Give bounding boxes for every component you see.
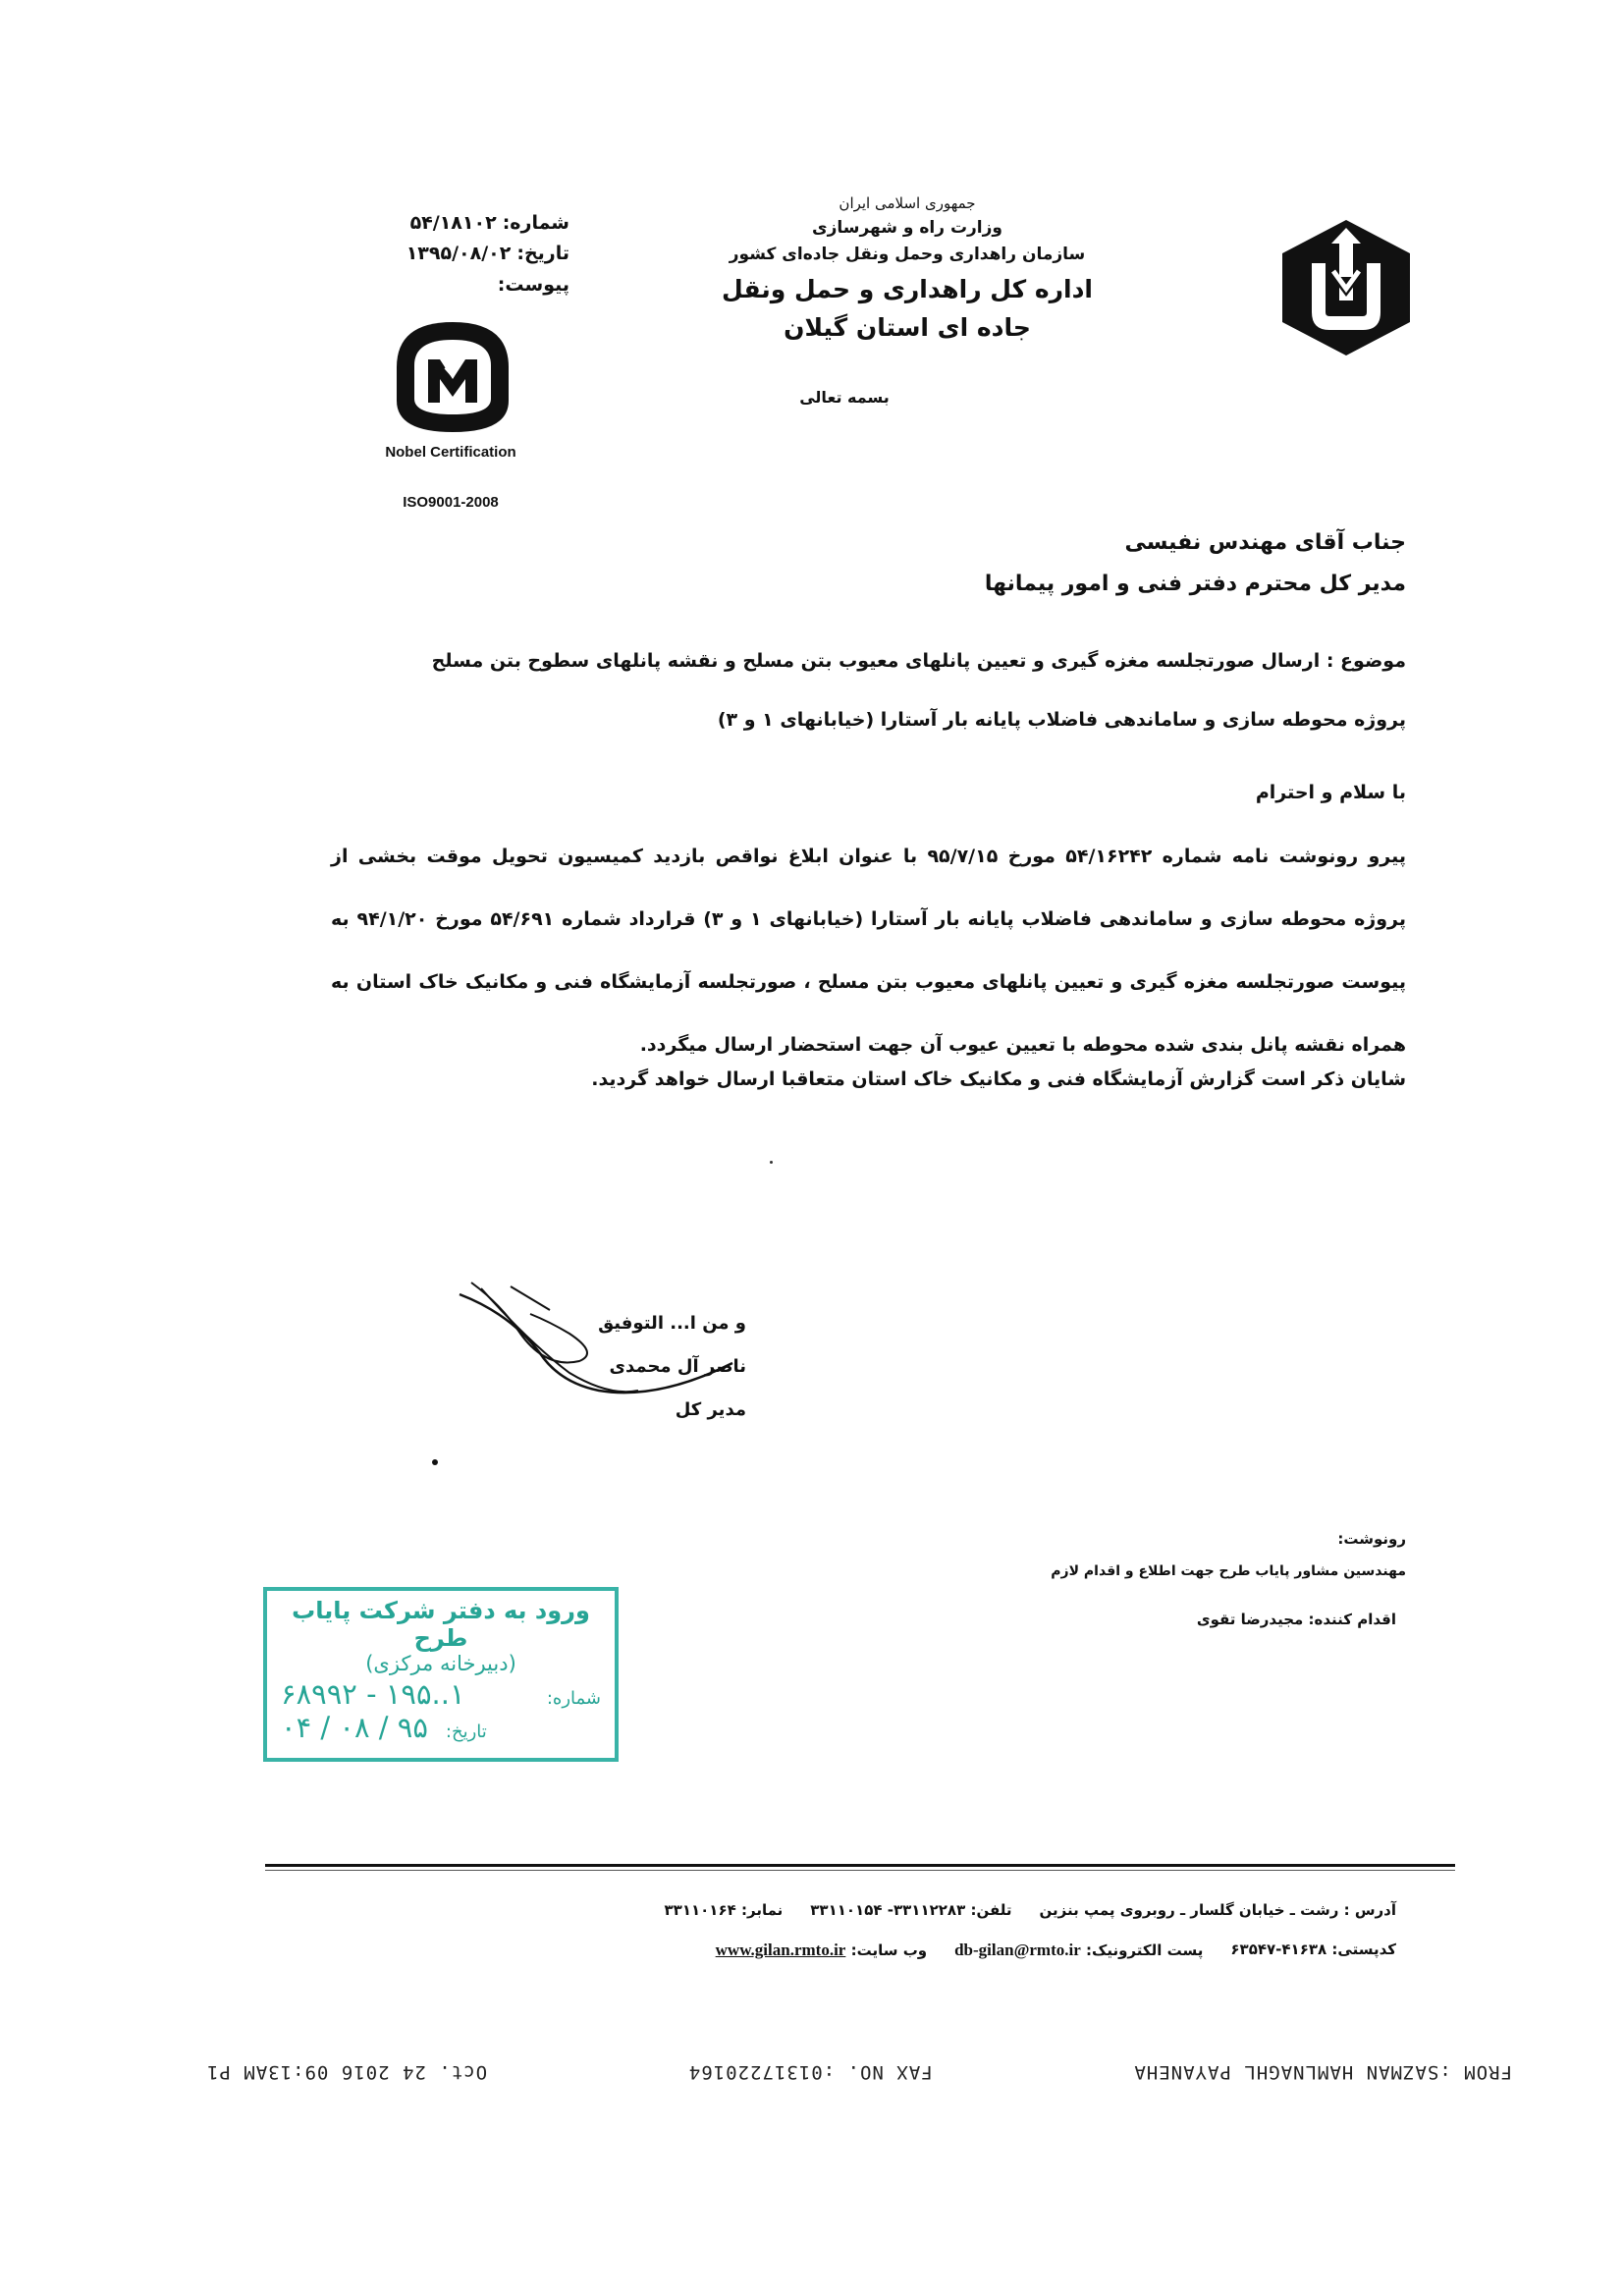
letter-date-label: تاریخ: [516, 243, 569, 265]
letter-number-label: شماره: [502, 212, 569, 234]
letter-number-row [353, 208, 569, 239]
letter-note: شایان ذکر است گزارش آزمایشگاه فنی و مکانیک خاک استان متعاقبا ارسال خواهد گردید. [591, 1068, 1406, 1090]
certification-logo-icon [389, 312, 516, 440]
organization-header [701, 192, 1113, 347]
subject-line: موضوع : ارسال صورتجلسه مغزه گیری و تعیین پانلهای معیوب بتن مسلح و نقشه پانلهای سطوح بتن مسلح [431, 650, 1406, 672]
footer-divider-thin [265, 1870, 1455, 1871]
fax-transmission-header [206, 2052, 1512, 2092]
attachment-row [353, 270, 569, 301]
stamp-title: ورود به دفتر شرکت پایاب طرح [292, 1597, 590, 1652]
organization-line: سازمان راهداری وحمل ونقل جاده‌ای کشور [729, 244, 1086, 264]
stamp-number-row [281, 1677, 601, 1711]
attachment-label: پیوست: [497, 273, 569, 296]
received-stamp [263, 1587, 619, 1762]
footer-divider [265, 1864, 1455, 1867]
signature-closing: و من ا... التوفیق [598, 1313, 746, 1334]
copy-recipient: مهندسین مشاور پایاب طرح جهت اطلاع و اقدام لازم [1051, 1563, 1406, 1579]
country-line: جمهوری اسلامی ایران [839, 194, 976, 212]
footer-email-label: پست الکترونیک: [1086, 1941, 1204, 1959]
signatory-title: مدیر کل [675, 1399, 746, 1420]
footer-phone: تلفن: ۳۳۱۱۲۲۸۳- ۳۳۱۱۰۱۵۴ [810, 1901, 1012, 1919]
basmala: بسمه تعالی [799, 388, 890, 407]
footer-fax: نمابر: ۳۳۱۱۰۱۶۴ [664, 1901, 784, 1919]
footer-web-group [716, 1941, 927, 1960]
footer-address: آدرس : رشت ـ خیابان گلسار ـ روبروی پمپ بنزین [1039, 1901, 1396, 1919]
certification-name: Nobel Certification [385, 444, 516, 461]
footer-online-line [316, 1941, 1396, 1960]
stamp-date-value: ۹۵ / ۰۸ / ۰۴ [281, 1711, 428, 1744]
letter-date-value: ۱۳۹۵/۰۸/۰۲ [406, 243, 512, 265]
department-line: اداره کل راهداری و حمل ونقل جاده ای استان گیلان [722, 274, 1093, 342]
subject-project: پروژه محوطه سازی و ساماندهی فاضلاب پایانه بار آستارا (خیابانهای ۱ و ۳) [717, 709, 1406, 731]
stamp-subtitle: (دبیرخانه مرکزی) [365, 1652, 516, 1675]
letter-body: پیرو رونوشت نامه شماره ۵۴/۱۶۲۴۲ مورخ ۹۵/۷/۱۵ با عنوان ابلاغ نواقص بازدید کمیسیون تحویل موقت بخشی از پروژه محوطه سازی و ساماندهی فاضلاب پایانه بار آستارا (خیابانهای ۱ و ۳) قرارداد شماره ۵۴/۶۹۱ مورخ ۹۴/۱/۲۰ به پیوست صورتجلسه مغزه گیری و تعیین پانلهای معیوب بتن مسلح ، صورتجلسه آزمایشگاه فنی و مکانیک خاک استان به همراه نقشه پانل بندی شده محوطه با تعیین عیوب آن جهت استحضار ارسال میگردد. [331, 846, 1407, 1056]
fax-number: FAX NO. :01317220164 [687, 2061, 933, 2083]
footer-contact-line [316, 1901, 1396, 1919]
letter-meta [353, 208, 569, 301]
letter-number-value: ۵۴/۱۸۱۰۲ [409, 212, 497, 234]
stamp-date-row [281, 1711, 601, 1744]
stamp-number-label: شماره: [546, 1688, 601, 1709]
footer-email[interactable]: db-gilan@rmto.ir [954, 1941, 1081, 1959]
copy-action: اقدام کننده: مجیدرضا تقوی [1196, 1611, 1396, 1628]
stamp-number-value: ۱..۱۹۵ - ۶۸۹۹۲ [281, 1677, 465, 1711]
addressee-name: جناب آقای مهندس نفیسی [1124, 530, 1406, 555]
greeting: با سلام و احترام [1255, 782, 1406, 803]
organization-logo-icon [1272, 214, 1420, 361]
certification-standard: ISO9001-2008 [403, 494, 499, 511]
speck [432, 1459, 438, 1465]
copies-heading: رونوشت: [1337, 1530, 1406, 1548]
fax-from: FROM :SAZMAN HAMLNAGHL PAYANEHA [1133, 2061, 1512, 2083]
stamp-date-label: تاریخ: [445, 1722, 487, 1742]
footer-postal: کدپستی: ۴۱۶۳۸-۶۳۵۴۷ [1230, 1941, 1396, 1958]
signatory-name: ناصر آل محمدی [609, 1356, 746, 1377]
ministry-line: وزارت راه و شهرسازی [811, 218, 1002, 239]
footer-email-group [954, 1941, 1203, 1960]
speck [770, 1161, 773, 1164]
fax-datetime: Oct. 24 2016 09:13AM P1 [206, 2061, 488, 2083]
footer-web-label: وب سایت: [850, 1941, 928, 1959]
footer-website-link[interactable]: www.gilan.rmto.ir [715, 1941, 846, 1959]
letter-date-row [353, 239, 569, 269]
addressee-title: مدیر کل محترم دفتر فنی و امور پیمانها [984, 572, 1406, 596]
signature-block [461, 1302, 746, 1432]
